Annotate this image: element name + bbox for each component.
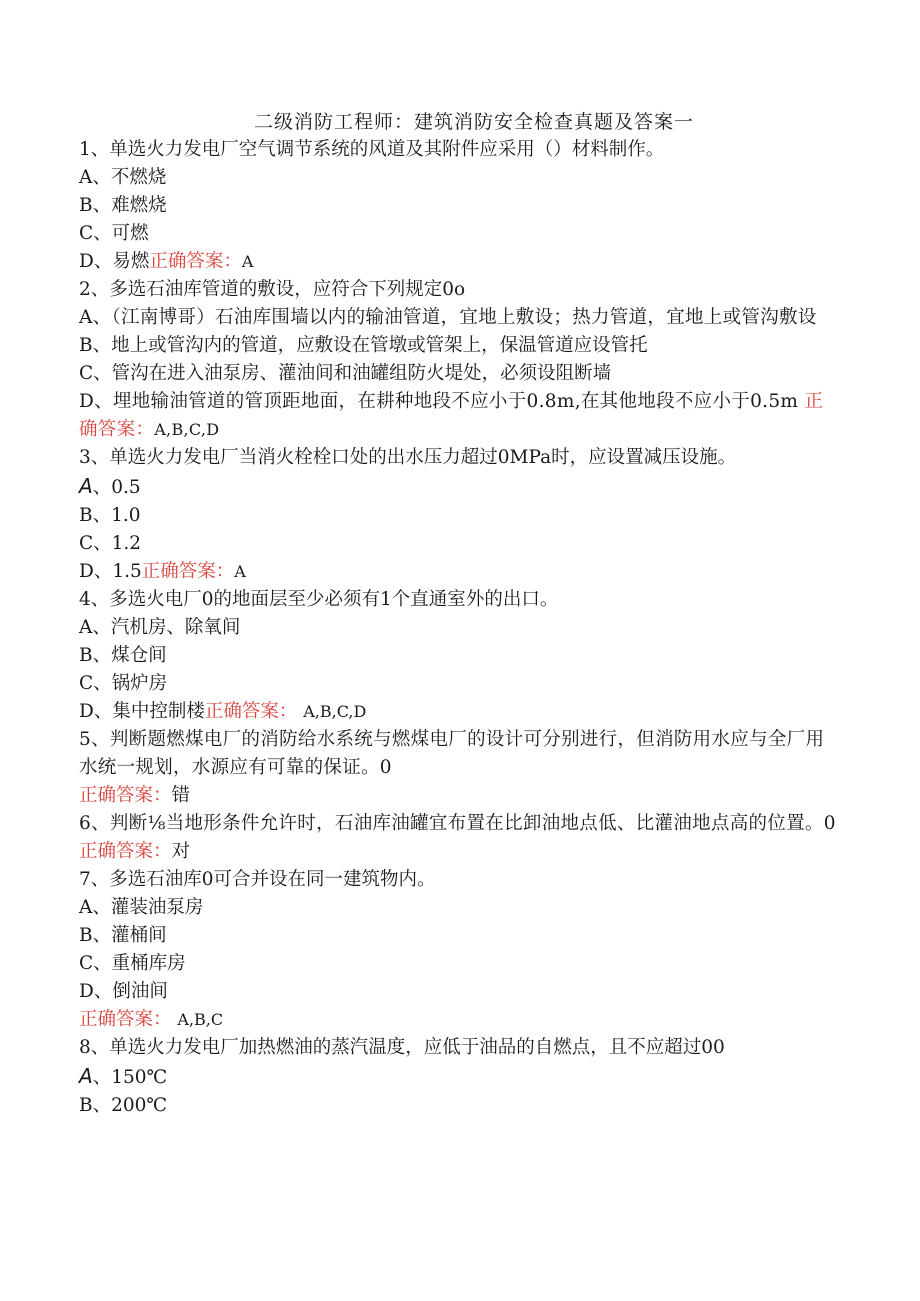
question-8-option-a-letter: A	[79, 1064, 93, 1088]
question-6-stem: 6、判断⅛当地形条件允许时，石油库油罐宜布置在比卸油地点低、比灌油地点高的位置。0	[79, 813, 836, 834]
question-1-answer: A	[241, 252, 254, 271]
question-8-option-a-row	[79, 1062, 839, 1092]
question-6-answer: 对	[171, 841, 191, 862]
question-1-option-c: C、可燃	[79, 223, 149, 244]
question-1-option-a: A、不燃烧	[79, 167, 167, 188]
question-2-stem: 2、多选石油库管道的敷设，应符合下列规定0o	[79, 279, 466, 300]
question-1-stem: 1、单选火力发电厂空气调节系统的风道及其附件应采用（）材料制作。	[79, 139, 665, 160]
document-title: 二级消防工程师：建筑消防安全检查真题及答案一	[253, 111, 694, 133]
answer-label: 正确答案：	[204, 701, 298, 722]
answer-label: 正确答案：	[79, 391, 824, 440]
question-8-option-b: B、200℃	[79, 1095, 168, 1116]
question-7-stem: 7、多选石油库0可合并设在同一建筑物内。	[79, 869, 436, 890]
question-8-option-a: 、150℃	[92, 1067, 168, 1088]
question-5-stem: 5、判断题燃煤电厂的消防给水系统与燃煤电厂的设计可分别进行，但消防用水应与全厂用水统一规划，水源应有可靠的保证。0	[79, 729, 825, 778]
answer-label: 正确答案：	[141, 561, 235, 582]
question-4-option-d-row	[79, 698, 839, 726]
answer-label: 正确答案：	[79, 841, 172, 862]
question-5-answer: 错	[171, 785, 191, 806]
question-2-answer: A,B,C,D	[154, 420, 220, 439]
question-5-answer-row	[79, 782, 839, 810]
answer-label: 正确答案：	[79, 1009, 172, 1030]
question-7-option-c: C、重桶库房	[79, 953, 186, 974]
question-7-option-d: D、倒油间	[79, 981, 168, 1002]
question-8-stem: 8、单选火力发电厂加热燃油的蒸汽温度，应低于油品的自燃点，且不应超过00	[79, 1037, 725, 1058]
question-3-option-a-letter: A	[79, 474, 93, 498]
question-6-answer-row	[79, 838, 839, 866]
question-4-option-b: B、煤仓间	[79, 645, 167, 666]
question-4-answer: A,B,C,D	[303, 702, 367, 721]
question-3-option-d-row	[79, 558, 839, 586]
question-7-option-a: A、灌装油泵房	[79, 897, 204, 918]
answer-label: 正确答案：	[149, 251, 242, 272]
question-4-option-d: D、集中控制楼	[79, 701, 205, 722]
question-1-option-d-row	[79, 248, 839, 276]
question-3-answer: A	[234, 562, 246, 581]
question-4-stem: 4、多选火电厂0的地面层至少必须有1个直通室外的出口。	[79, 589, 559, 610]
question-3-option-a-row	[79, 472, 839, 502]
answer-label: 正确答案：	[79, 785, 172, 806]
question-3-option-c: C、1.2	[79, 533, 142, 554]
question-2-option-d-row	[79, 388, 839, 444]
question-1-option-b: B、难燃烧	[79, 195, 167, 216]
question-7-answer-row	[79, 1006, 839, 1034]
question-3-option-a: 、0.5	[92, 477, 141, 498]
question-2-option-c: C、管沟在进入油泵房、灌油间和油罐组防火堤处，必须设阻断墙	[79, 363, 612, 384]
question-2-option-a: A、（江南博哥）石油库围墙以内的输油管道，宜地上敷设；热力管道，宜地上或管沟敷设	[79, 307, 817, 328]
question-3-stem: 3、单选火力发电厂当消火栓栓口处的出水压力超过0MPa时，应设置减压设施。	[79, 447, 737, 468]
question-2-option-b: B、地上或管沟内的管道，应敷设在管墩或管架上，保温管道应设管托	[79, 335, 648, 356]
question-2-option-d: D、埋地输油管道的管顶距地面，在耕种地段不应小于0.8m,在其他地段不应小于0.5m	[79, 391, 799, 412]
question-7-answer: A,B,C	[177, 1010, 224, 1029]
question-3-option-b: B、1.0	[79, 505, 141, 526]
document-page	[79, 108, 839, 1120]
question-3-option-d: D、1.5	[79, 561, 142, 582]
question-4-option-c: C、锅炉房	[79, 673, 168, 694]
question-4-option-a: A、汽机房、除氧间	[79, 617, 241, 638]
question-1-option-d: D、易燃	[79, 251, 150, 272]
question-7-option-b: B、灌桶间	[79, 925, 167, 946]
